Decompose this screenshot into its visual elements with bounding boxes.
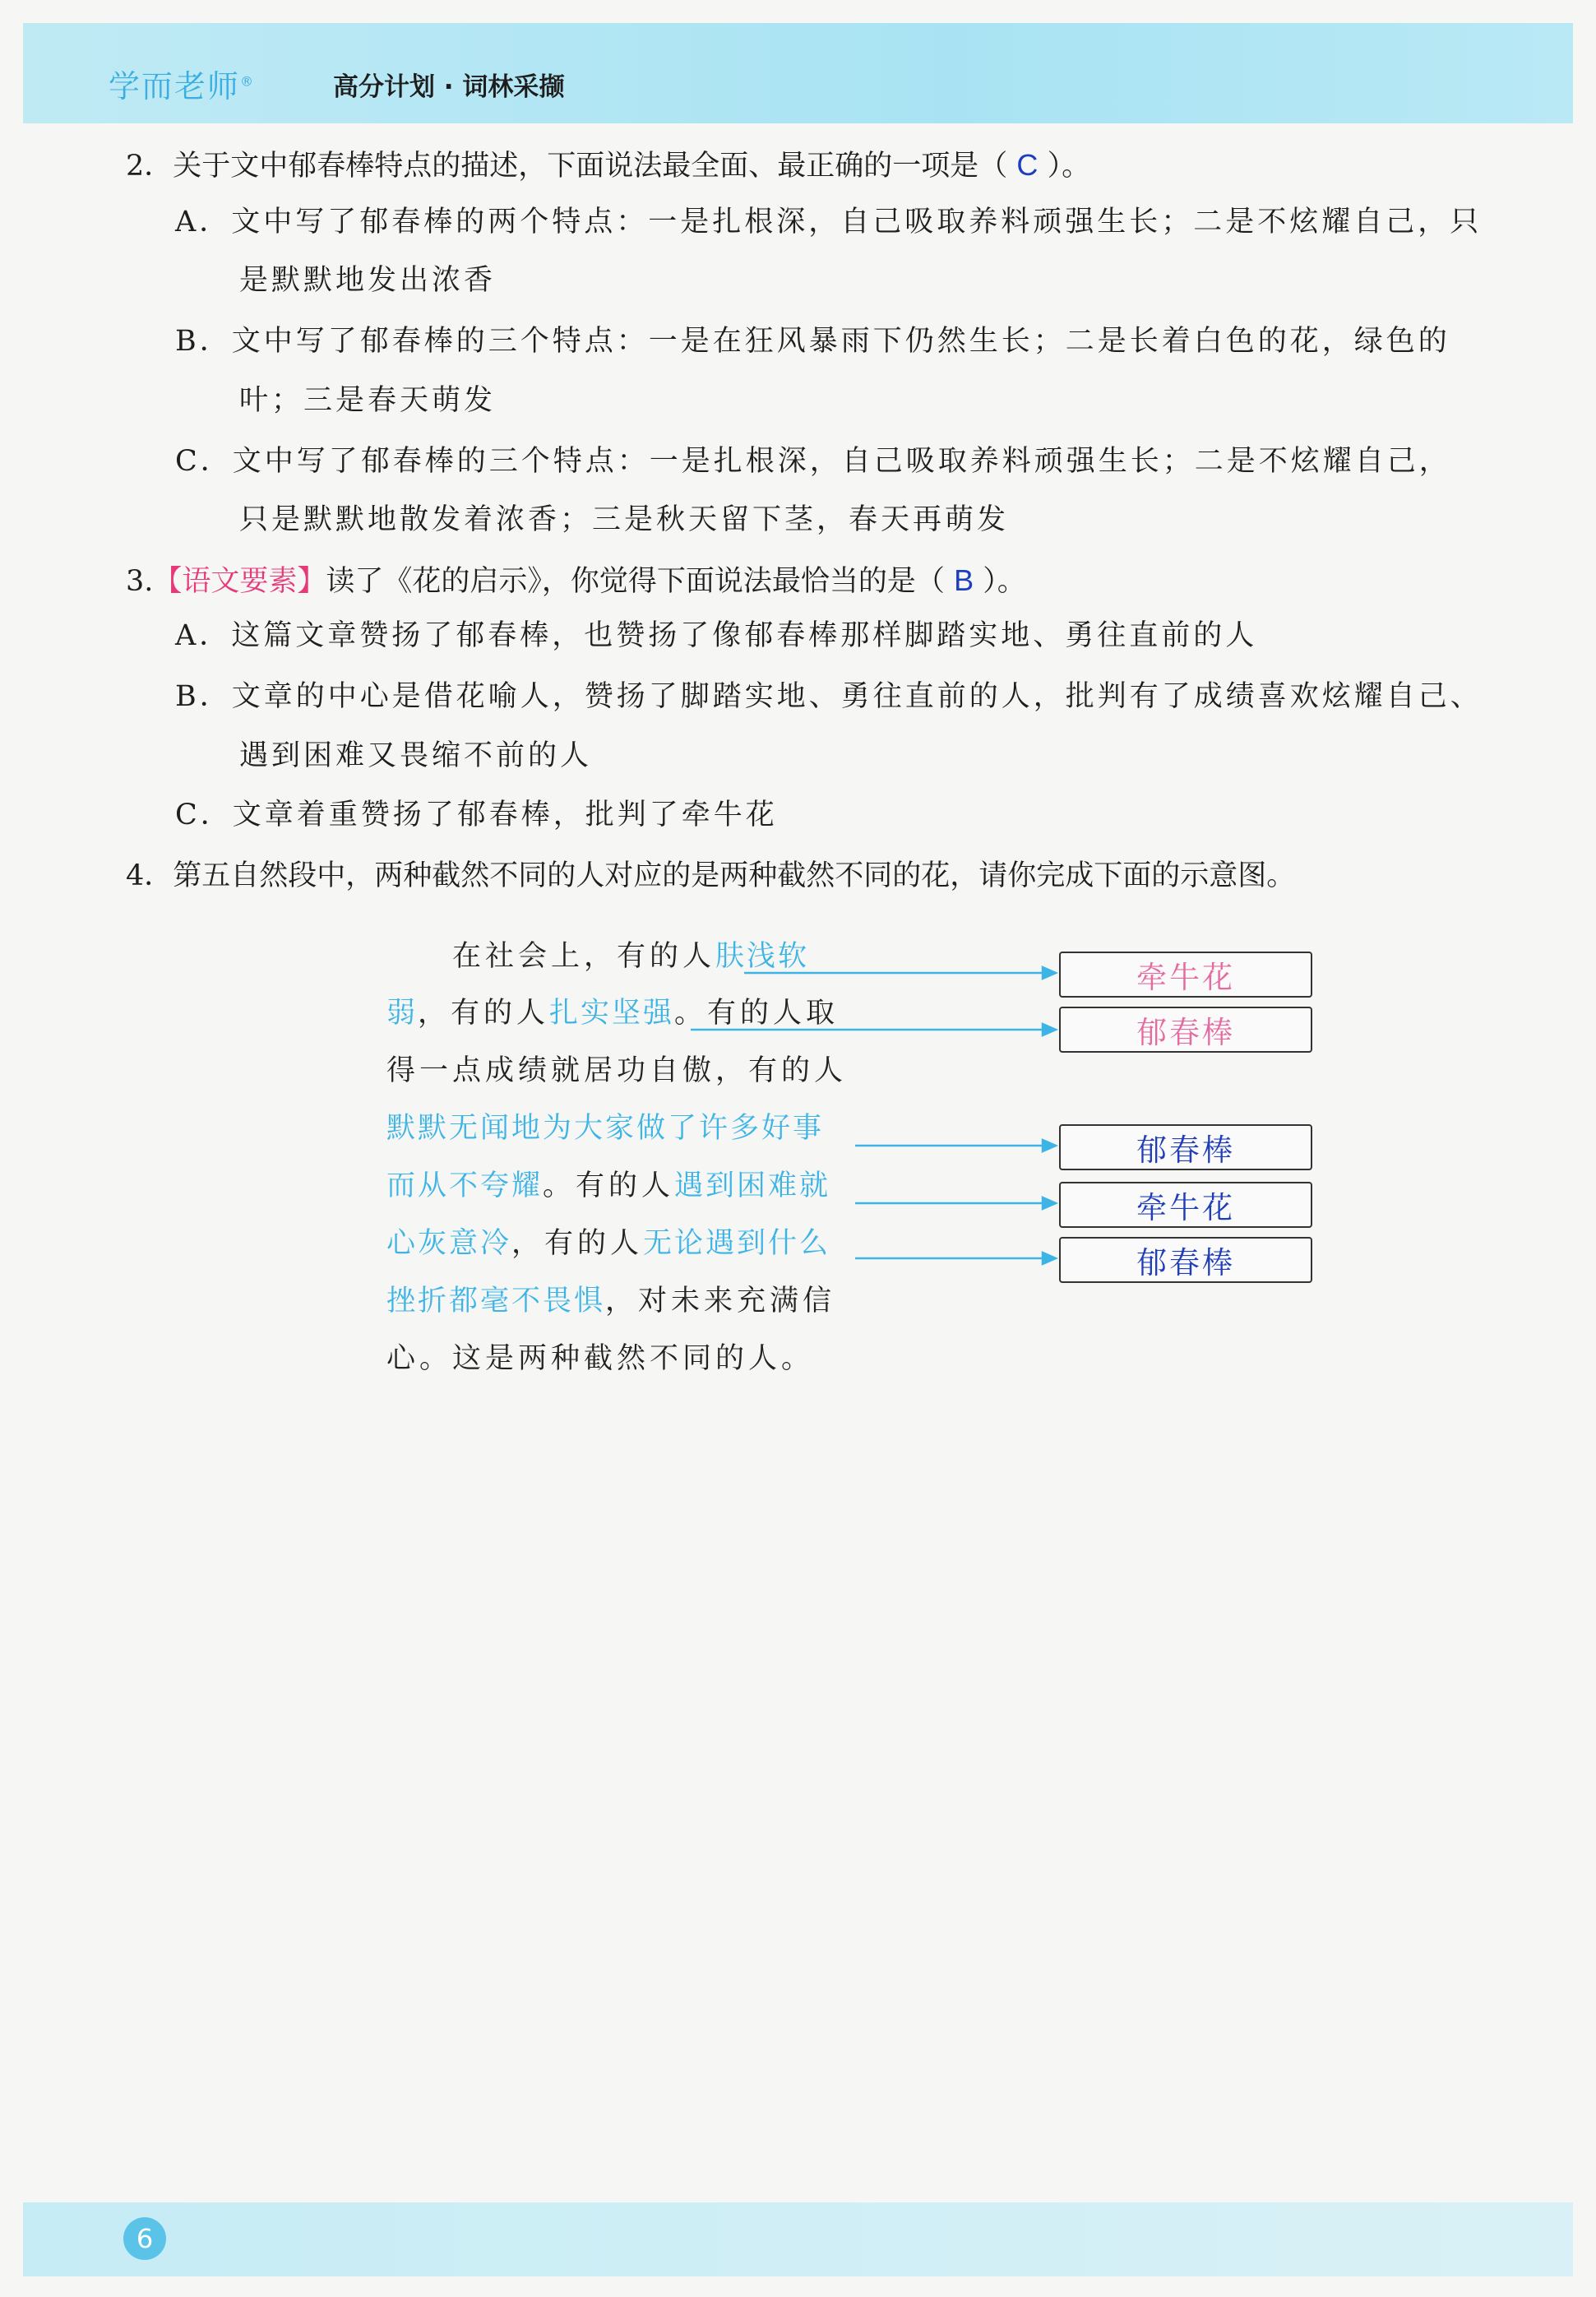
q3-option-a: A．这篇文章赞扬了郁春棒，也赞扬了像郁春棒那样脚踏实地、勇往直前的人	[175, 619, 1258, 652]
q2-option-c-line1: C．文中写了郁春棒的三个特点：一是扎根深，自己吸取养料顽强生长；二是不炫耀自己，	[175, 445, 1451, 478]
para-line-6: 心灰意冷，有的人无论遇到什么	[386, 1227, 831, 1260]
question-4: 4．第五自然段中，两种截然不同的人对应的是两种截然不同的花，请你完成下面的示意图。	[126, 859, 1296, 892]
flower-box-5: 郁春棒	[1059, 1237, 1312, 1283]
q2-option-a-line1: A．文中写了郁春棒的两个特点：一是扎根深，自己吸取养料顽强生长；二是不炫耀自己，只	[175, 206, 1483, 238]
para-line-5: 而从不夸耀。有的人遇到困难就	[386, 1169, 831, 1202]
para-line-7: 挫折都毫不畏惧，对未来充满信	[386, 1285, 836, 1318]
flower-box-3: 郁春棒	[1059, 1124, 1312, 1170]
answer-3: B	[954, 563, 974, 597]
q2-option-a-line2: 是默默地发出浓香	[239, 264, 497, 297]
page-number: 6	[123, 2217, 166, 2260]
para-line-4: 默默无闻地为大家做了许多好事	[386, 1112, 825, 1145]
flower-box-4: 牵牛花	[1059, 1182, 1312, 1228]
question-3: 3.【语文要素】读了《花的启示》，你觉得下面说法最恰当的是（ B ）。	[126, 563, 1026, 598]
q2-option-b-line2: 叶；三是春天萌发	[239, 384, 497, 417]
para-line-2: 弱，有的人扎实坚强。有的人取	[386, 997, 840, 1030]
para-line-3: 得一点成绩就居功自傲，有的人	[386, 1054, 848, 1087]
q3-option-b-line2: 遇到困难又畏缩不前的人	[239, 739, 593, 772]
page-footer	[23, 2202, 1573, 2276]
brand-logo: 学而老师®	[109, 68, 256, 104]
para-line-8: 心。这是两种截然不同的人。	[386, 1342, 815, 1375]
q3-option-b-line1: B．文章的中心是借花喻人，赞扬了脚踏实地、勇往直前的人，批判有了成绩喜欢炫耀自己、	[175, 680, 1483, 713]
question-2: 2．关于文中郁春棒特点的描述，下面说法最全面、最正确的一项是（ C ）。	[126, 148, 1091, 183]
para-line-1: 在社会上，有的人肤浅软	[452, 940, 810, 973]
q2-option-c-line2: 只是默默地散发着浓香；三是秋天留下茎，春天再萌发	[239, 503, 1010, 536]
question-tag: 【语文要素】	[153, 565, 326, 598]
flower-box-2: 郁春棒	[1059, 1007, 1312, 1053]
series-title: 高分计划 · 词林采撷	[333, 72, 565, 102]
flower-box-1: 牵牛花	[1059, 952, 1312, 998]
q2-option-b-line1: B．文中写了郁春棒的三个特点：一是在狂风暴雨下仍然生长；二是长着白色的花，绿色的	[175, 325, 1450, 358]
q3-option-c: C．文章着重赞扬了郁春棒，批判了牵牛花	[175, 799, 778, 831]
answer-2: C	[1016, 148, 1039, 182]
